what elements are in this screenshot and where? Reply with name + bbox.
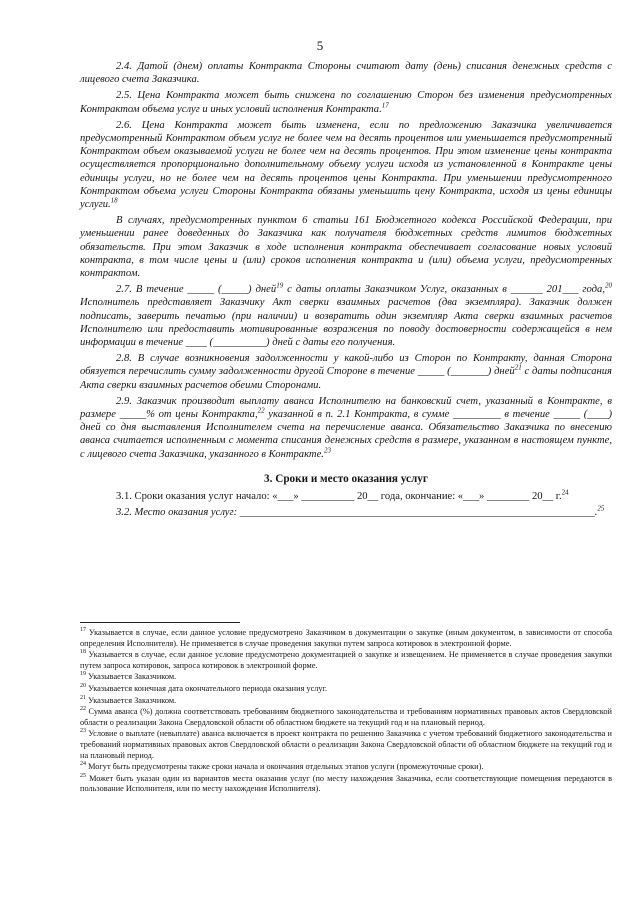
clause-2-7-text-a: 2.7. В течение _____ (_____) дней <box>116 284 277 296</box>
footnotes <box>80 628 612 796</box>
footnote-ref-24: 24 <box>561 488 569 497</box>
footnote-number: 25 <box>80 772 86 779</box>
footnote <box>80 684 612 695</box>
clause-2-6 <box>80 119 612 211</box>
footnote-ref-19: 19 <box>276 281 284 290</box>
clause-2-5 <box>80 89 612 115</box>
footnote-text: Указывается в случае, если данное условие предусмотрено документацией о закупке и извещением. Не применяется в случае проведения закупки путем запроса котировок, запроса котировок в электронной форме. <box>80 650 612 670</box>
footnote <box>80 628 612 649</box>
contract-body <box>80 60 612 523</box>
clause-2-8 <box>80 352 612 392</box>
footnote-ref-25: 25 <box>597 504 605 513</box>
footnote-number: 21 <box>80 694 86 701</box>
footnote-ref-21: 21 <box>514 363 522 372</box>
footnote <box>80 762 612 773</box>
footnote-ref-20: 20 <box>605 281 612 290</box>
footnote-ref-23: 23 <box>323 446 331 455</box>
clause-2-9 <box>80 395 612 461</box>
footnote <box>80 650 612 671</box>
section-3-title: 3. Сроки и место оказания услуг <box>264 472 428 485</box>
clause-2-4: 2.4. Датой (днем) оплаты Контракта Стороны считают дату (день) списания денежных средств с лицевого счета Заказчика. <box>80 61 612 86</box>
clause-3-2 <box>80 506 612 519</box>
footnote-number: 17 <box>80 627 86 634</box>
footnote-text: Указывается в случае, если данное условие предусмотрено Заказчиком в документации о закупке (иным документом, в зависимости от способа определения Исполнителя). Не применяется в случае проведения закупки путем запроса котировок в электронной форме. <box>80 628 612 648</box>
clause-2-7-text-b: с даты оплаты Заказчиком Услуг, оказанных в ______ 201___ года, <box>283 284 605 296</box>
clause-2-9-text-a: 2.9. Заказчик производит выплату аванса Исполнителю на банковский счет, указанный в Контракте, в размере _____% от цены Контракта, <box>80 395 612 421</box>
footnote-text: Указывается Заказчиком. <box>86 695 177 705</box>
clause-2-7 <box>80 283 612 349</box>
footnote-number: 20 <box>80 683 86 690</box>
footnote-text: Указывается конечная дата окончательного периода оказания услуг. <box>86 683 328 693</box>
footnote-number: 19 <box>80 671 86 678</box>
footnote-text: Указывается Заказчиком. <box>86 672 177 682</box>
footnote-ref-18: 18 <box>110 196 118 205</box>
footnote-number: 22 <box>80 706 86 713</box>
clause-2-8-text-a: 2.8. В случае возникновения задолженности у какой-либо из Сторон по Контракту, данная Сторона обязуется перечислить сумму задолженности другой Стороне в течение _____ (_______) дней <box>80 353 612 378</box>
footnote <box>80 707 612 728</box>
footnote <box>80 729 612 761</box>
footnote-ref-22: 22 <box>257 406 265 415</box>
clause-2-5-text: 2.5. Цена Контракта может быть снижена по соглашению Сторон без изменения предусмотренных Контрактом объема услуг и иных условий исполнения Контракта. <box>80 90 612 115</box>
footnote-number: 18 <box>80 649 86 656</box>
footnote-text: Может быть указан один из вариантов места оказания услуг (по месту нахождения Заказчика, если соответствующие помещения передаются в пользование Исполнителя, или по месту нахождения Исполнителя). <box>80 773 612 794</box>
clause-2-6-text: 2.6. Цена Контракта может быть изменена, если по предложению Заказчика увеличивается предусмотренный Контрактом объем услуг не более чем на десять процентов или уменьшается предусмотренный Контрактом объем оказываемой услуги не более чем на десять процентов. При этом изменение цены контракта осуществляется пропорционально дополнительному объему услуги исходя из установленной в Контракте цены единицы услуги, но не более чем на десять процентов цены Контракта. При уменьшении предусмотренного Контрактом объема услуги Стороны Контракта обязаны уменьшить цену Контракта, исходя из цены единицы услуги. <box>80 119 612 211</box>
clause-2-6-budget-case: В случаях, предусмотренных пунктом 6 статьи 161 Бюджетного кодекса Российской Федерации, при уменьшении ранее доведенных до Заказчика как получателя бюджетных средств лимитов бюджетных обязательств. При этом Заказчик в ходе исполнения контракта обеспечивает согласование новых условий контракта, в том числе цены и (или) сроков исполнения контракта и (или) объема услуги, предусмотренных контрактом. <box>80 215 612 280</box>
footnote <box>80 696 612 707</box>
footnote-separator <box>80 622 240 623</box>
footnote-number: 23 <box>80 728 86 735</box>
footnote-text: Сумма аванса (%) должна соответствовать требованиям бюджетного законодательства и требованиям нормативных правовых актов Свердловской области о реализации Закона Свердловской области об областном бюджете на текущий год и на плановый период. <box>80 707 612 727</box>
footnote-ref-17: 17 <box>381 101 389 110</box>
clause-2-8-text-b: с даты подписания Акта сверки взаимных расчетов обеими Сторонами. <box>80 366 612 391</box>
clause-3-2-text: 3.2. Место оказания услуг: ___________________________________________________________________. <box>116 507 598 519</box>
footnote <box>80 672 612 683</box>
clause-3-1-text: 3.1. Сроки оказания услуг начало: «___» __________ 20__ года, окончание: «___» ________ 20__ г. <box>116 491 562 503</box>
footnote <box>80 774 612 795</box>
footnote-text: Могут быть предусмотрены также сроки начала и окончания отдельных этапов услуги (промежуточные сроки). <box>86 762 484 772</box>
clause-3-1 <box>80 490 612 503</box>
clause-2-7-text-c: Исполнитель представляет Заказчику Акт сверки взаимных расчетов (два экземпляра). Заказчик должен подписать, заверить печатью (при наличии) и возвратить один экземпляр Акта сверки взаимных расчетов Исполнителю или предоставить мотивированные возражения по поводу достоверности содержащейся в нем информации в течение ____ (__________) дней с даты его получения. <box>80 297 612 349</box>
footnote-text: Условие о выплате (невыплате) аванса включается в проект контракта по решению Заказчика с учетом требований бюджетного законодательства и требований нормативных правовых актов Свердловской области о реализации Закона Свердловской области об областном бюджете на текущий год и на плановый период. <box>80 729 612 760</box>
footnote-number: 24 <box>80 761 86 768</box>
page-number: 5 <box>316 38 324 53</box>
clause-2-9-text-b: указанной в п. 2.1 Контракта, в сумме _________ в течение _____ (____) дней со дня выставления Исполнителем счета на перечисление аванса. Обязательство Заказчика по внесению аванса считается исполненным с момента списания денежных средств в размере, указанном в настоящем пункте, с лицевого счета Заказчика, указанного в Контракте. <box>80 409 612 460</box>
